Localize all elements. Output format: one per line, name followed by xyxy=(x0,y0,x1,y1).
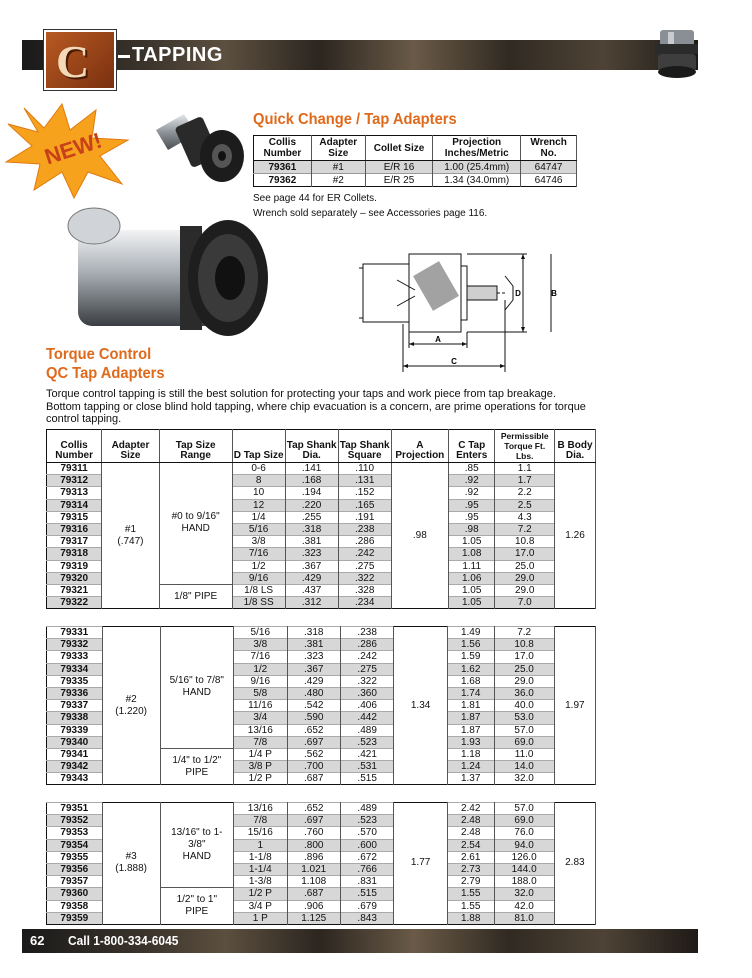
tap-enters-c: 1.56 xyxy=(447,639,494,651)
tap-shank-dia: .194 xyxy=(285,487,338,499)
tap-size: 3/8 P xyxy=(234,761,287,773)
header-collis: Collis Number xyxy=(47,430,102,463)
permissible-torque: 17.0 xyxy=(495,548,555,560)
tap-shank-square: .406 xyxy=(340,700,393,712)
tap-shank-square: .442 xyxy=(340,712,393,724)
collis-number: 79342 xyxy=(47,761,103,773)
tap-size: 5/16 xyxy=(234,627,287,639)
tap-shank-dia: .800 xyxy=(287,839,340,851)
tap-shank-square: .110 xyxy=(338,463,391,475)
tap-shank-square: .523 xyxy=(340,815,393,827)
permissible-torque: 2.5 xyxy=(495,499,555,511)
tap-shank-square: .672 xyxy=(340,851,393,863)
collis-number: 79339 xyxy=(47,724,103,736)
tap-shank-square: .515 xyxy=(340,773,393,785)
table-row xyxy=(254,174,577,187)
tap-shank-dia: 1.108 xyxy=(287,876,340,888)
tap-enters-c: .98 xyxy=(449,523,495,535)
tap-enters-c: 1.74 xyxy=(447,687,494,699)
tap-size-range: 13/16" to 1-3/8" HAND xyxy=(160,803,233,888)
collis-number: 79312 xyxy=(47,475,102,487)
qc-header-collet: Collet Size xyxy=(365,136,433,161)
tap-shank-dia: 1.021 xyxy=(287,863,340,875)
permissible-torque: 2.2 xyxy=(495,487,555,499)
collis-number: 79352 xyxy=(47,815,103,827)
permissible-torque: 94.0 xyxy=(494,839,554,851)
tap-shank-dia: .367 xyxy=(287,663,340,675)
call-phone: Call 1-800-334-6045 xyxy=(68,933,179,948)
header-a: A Projection xyxy=(391,430,448,463)
tap-shank-square: .600 xyxy=(340,839,393,851)
collis-number: 79343 xyxy=(47,773,103,785)
tap-shank-dia: .168 xyxy=(285,475,338,487)
tap-shank-square: .489 xyxy=(340,803,393,815)
collis-number: 79315 xyxy=(47,511,102,523)
collis-number: 79313 xyxy=(47,487,102,499)
collis-number: 79317 xyxy=(47,536,102,548)
body-dia-b: 2.83 xyxy=(554,803,595,925)
collis-number: 79341 xyxy=(47,748,103,760)
tap-shank-dia: .323 xyxy=(287,651,340,663)
tap-shank-square: .360 xyxy=(340,687,393,699)
tap-shank-square: .523 xyxy=(340,736,393,748)
tap-enters-c: 2.42 xyxy=(447,803,494,815)
tap-size: 3/4 P xyxy=(234,900,287,912)
torque-table-adapter-1 xyxy=(46,429,596,609)
page-number: 62 xyxy=(30,933,45,948)
quick-change-table xyxy=(253,135,577,187)
adapter-size: #1 (.747) xyxy=(102,463,159,609)
tap-enters-c: .85 xyxy=(449,463,495,475)
tap-shank-dia: .896 xyxy=(287,851,340,863)
dim-label-c: C xyxy=(451,357,457,366)
collis-number: 79354 xyxy=(47,839,103,851)
header-torque: Permissible Torque Ft. Lbs. xyxy=(495,430,555,463)
collis-number: 79322 xyxy=(47,597,102,609)
collis-number: 79311 xyxy=(47,463,102,475)
dimension-diagram xyxy=(355,246,575,381)
tap-shank-dia: .590 xyxy=(287,712,340,724)
tap-shank-square: .679 xyxy=(340,900,393,912)
tap-size: 1/8 LS xyxy=(232,584,285,596)
tap-shank-dia: .760 xyxy=(287,827,340,839)
permissible-torque: 126.0 xyxy=(494,851,554,863)
tap-enters-c: 1.88 xyxy=(447,912,494,924)
permissible-torque: 10.8 xyxy=(494,639,554,651)
collis-number: 79335 xyxy=(47,675,103,687)
permissible-torque: 7.2 xyxy=(494,627,554,639)
tap-enters-c: 1.05 xyxy=(449,597,495,609)
header-adapter: Adapter Size xyxy=(102,430,159,463)
tap-shank-square: .165 xyxy=(338,499,391,511)
tap-size: 1/2 P xyxy=(234,773,287,785)
qc-header-projection: Projection Inches/Metric xyxy=(433,136,521,161)
catalog-logo xyxy=(44,30,116,90)
tap-shank-dia: .220 xyxy=(285,499,338,511)
tap-size: 7/16 xyxy=(232,548,285,560)
tap-size: 7/8 xyxy=(234,815,287,827)
tap-size: 0-6 xyxy=(232,463,285,475)
body-dia-b: 1.26 xyxy=(555,463,596,609)
permissible-torque: 25.0 xyxy=(495,560,555,572)
permissible-torque: 25.0 xyxy=(494,663,554,675)
torque-description: Torque control tapping is still the best solution for protecting your taps and work piece from tap breakage. Bottom tapping or close blind hold tapping, where chip evacuation is a concern, are prime operations for torque control tapping. xyxy=(46,388,586,425)
qc-cell: 64746 xyxy=(521,174,577,187)
header-square: Tap Shank Square xyxy=(338,430,391,463)
tap-shank-dia: .480 xyxy=(287,687,340,699)
tap-size-range: 5/16" to 7/8" HAND xyxy=(160,627,233,749)
tap-size: 1/2 P xyxy=(234,888,287,900)
collis-number: 79336 xyxy=(47,687,103,699)
torque-title-line2: QC Tap Adapters xyxy=(46,365,165,382)
tap-enters-c: 1.93 xyxy=(447,736,494,748)
tap-size: 1/8 SS xyxy=(232,597,285,609)
tap-size: 11/16 xyxy=(234,700,287,712)
header-d: D Tap Size xyxy=(232,430,285,463)
header-c: C Tap Enters xyxy=(449,430,495,463)
tap-size: 13/16 xyxy=(234,803,287,815)
tap-size: 9/16 xyxy=(232,572,285,584)
tap-shank-dia: 1.125 xyxy=(287,912,340,924)
tap-shank-dia: .652 xyxy=(287,803,340,815)
qc-header-wrench: Wrench No. xyxy=(521,136,577,161)
collis-number: 79340 xyxy=(47,736,103,748)
collis-number: 79356 xyxy=(47,863,103,875)
tap-shank-square: .515 xyxy=(340,888,393,900)
tap-size: 12 xyxy=(232,499,285,511)
table-row xyxy=(254,161,577,174)
tap-shank-dia: .697 xyxy=(287,815,340,827)
collis-number: 79331 xyxy=(47,627,103,639)
collis-number: 79321 xyxy=(47,584,102,596)
tap-shank-square: .238 xyxy=(340,627,393,639)
tap-shank-dia: .437 xyxy=(285,584,338,596)
permissible-torque: 29.0 xyxy=(495,572,555,584)
tap-shank-square: .421 xyxy=(340,748,393,760)
collis-number: 79338 xyxy=(47,712,103,724)
tap-size-range: 1/8" PIPE xyxy=(159,584,232,608)
qc-cell: 79362 xyxy=(254,174,312,187)
qc-cell: 64747 xyxy=(521,161,577,174)
permissible-torque: 17.0 xyxy=(494,651,554,663)
tap-shank-square: .570 xyxy=(340,827,393,839)
tap-shank-dia: .562 xyxy=(287,748,340,760)
tap-shank-dia: .323 xyxy=(285,548,338,560)
permissible-torque: 57.0 xyxy=(494,724,554,736)
tap-shank-dia: .381 xyxy=(287,639,340,651)
tap-enters-c: 1.55 xyxy=(447,888,494,900)
corner-product-image xyxy=(648,24,706,80)
collis-number: 79316 xyxy=(47,523,102,535)
tap-size: 3/8 xyxy=(232,536,285,548)
table-row xyxy=(47,803,596,815)
permissible-torque: 81.0 xyxy=(494,912,554,924)
tap-enters-c: 1.55 xyxy=(447,900,494,912)
qc-cell: #1 xyxy=(311,161,365,174)
tap-size: 13/16 xyxy=(234,724,287,736)
tap-shank-square: .275 xyxy=(338,560,391,572)
new-badge-label: NEW! xyxy=(41,127,105,170)
permissible-torque: 69.0 xyxy=(494,736,554,748)
tap-enters-c: 1.49 xyxy=(447,627,494,639)
collis-number: 79359 xyxy=(47,912,103,924)
tap-enters-c: 1.62 xyxy=(447,663,494,675)
dim-label-b: B xyxy=(551,289,557,298)
tap-shank-dia: .318 xyxy=(287,627,340,639)
tap-size: 1/4 xyxy=(232,511,285,523)
projection-a: 1.34 xyxy=(394,627,447,785)
tap-enters-c: 1.68 xyxy=(447,675,494,687)
tap-size: 1 xyxy=(234,839,287,851)
tap-shank-square: .531 xyxy=(340,761,393,773)
collets-note: See page 44 for ER Collets. xyxy=(253,193,377,204)
wrench-note: Wrench sold separately – see Accessories page 116. xyxy=(253,208,488,219)
permissible-torque: 76.0 xyxy=(494,827,554,839)
qc-cell: E/R 25 xyxy=(365,174,433,187)
tap-enters-c: 1.11 xyxy=(449,560,495,572)
tap-shank-square: .242 xyxy=(340,651,393,663)
header-b: B Body Dia. xyxy=(555,430,596,463)
permissible-torque: 69.0 xyxy=(494,815,554,827)
permissible-torque: 10.8 xyxy=(495,536,555,548)
tap-enters-c: 1.37 xyxy=(447,773,494,785)
permissible-torque: 188.0 xyxy=(494,876,554,888)
qc-header-collis: Collis Number xyxy=(254,136,312,161)
torque-table-adapter-2 xyxy=(46,626,596,785)
tap-enters-c: 2.54 xyxy=(447,839,494,851)
header-shank: Tap Shank Dia. xyxy=(285,430,338,463)
permissible-torque: 36.0 xyxy=(494,687,554,699)
tap-size: 10 xyxy=(232,487,285,499)
tap-shank-dia: .542 xyxy=(287,700,340,712)
collis-number: 79357 xyxy=(47,876,103,888)
tap-enters-c: .92 xyxy=(449,475,495,487)
tap-enters-c: 1.24 xyxy=(447,761,494,773)
tap-shank-square: .191 xyxy=(338,511,391,523)
collis-number: 79337 xyxy=(47,700,103,712)
tap-shank-square: .328 xyxy=(338,584,391,596)
qc-cell: 1.34 (34.0mm) xyxy=(433,174,521,187)
torque-title-line1: Torque Control xyxy=(46,346,152,363)
collis-number: 79334 xyxy=(47,663,103,675)
tap-shank-square: .234 xyxy=(338,597,391,609)
permissible-torque: 144.0 xyxy=(494,863,554,875)
tap-shank-dia: .697 xyxy=(287,736,340,748)
tap-size: 1/4 P xyxy=(234,748,287,760)
qc-cell: E/R 16 xyxy=(365,161,433,174)
tap-size-range: 1/2" to 1" PIPE xyxy=(160,888,233,925)
tap-shank-dia: .318 xyxy=(285,523,338,535)
tap-size: 3/8 xyxy=(234,639,287,651)
tap-shank-square: .242 xyxy=(338,548,391,560)
tap-size-range: #0 to 9/16" HAND xyxy=(159,463,232,585)
permissible-torque: 42.0 xyxy=(494,900,554,912)
tap-size: 1-1/4 xyxy=(234,863,287,875)
tap-shank-dia: .381 xyxy=(285,536,338,548)
tap-enters-c: 1.08 xyxy=(449,548,495,560)
tap-enters-c: 2.48 xyxy=(447,827,494,839)
tap-shank-square: .843 xyxy=(340,912,393,924)
tap-enters-c: 1.05 xyxy=(449,584,495,596)
permissible-torque: 57.0 xyxy=(494,803,554,815)
tap-size: 1/2 xyxy=(232,560,285,572)
tap-size: 15/16 xyxy=(234,827,287,839)
tap-enters-c: 2.73 xyxy=(447,863,494,875)
permissible-torque: 53.0 xyxy=(494,712,554,724)
torque-table-adapter-3 xyxy=(46,802,596,925)
adapter-size: #3 (1.888) xyxy=(102,803,160,925)
permissible-torque: 14.0 xyxy=(494,761,554,773)
quick-change-adapter-image xyxy=(138,100,250,192)
table-row xyxy=(47,627,596,639)
tap-shank-square: .831 xyxy=(340,876,393,888)
tap-size: 8 xyxy=(232,475,285,487)
tap-enters-c: 1.05 xyxy=(449,536,495,548)
tap-shank-dia: .652 xyxy=(287,724,340,736)
tap-enters-c: 1.59 xyxy=(447,651,494,663)
tap-size: 1/2 xyxy=(234,663,287,675)
title-dash xyxy=(118,55,130,58)
tap-shank-dia: .906 xyxy=(287,900,340,912)
collis-number: 79353 xyxy=(47,827,103,839)
permissible-torque: 29.0 xyxy=(495,584,555,596)
tap-shank-square: .131 xyxy=(338,475,391,487)
tap-shank-square: .322 xyxy=(338,572,391,584)
collis-number: 79333 xyxy=(47,651,103,663)
tap-enters-c: 1.87 xyxy=(447,724,494,736)
collis-number: 79351 xyxy=(47,803,103,815)
tap-shank-dia: .367 xyxy=(285,560,338,572)
tap-shank-square: .489 xyxy=(340,724,393,736)
tap-enters-c: 2.79 xyxy=(447,876,494,888)
table-row xyxy=(47,463,596,475)
tap-size: 7/16 xyxy=(234,651,287,663)
tap-shank-square: .275 xyxy=(340,663,393,675)
permissible-torque: 7.2 xyxy=(495,523,555,535)
permissible-torque: 11.0 xyxy=(494,748,554,760)
tap-shank-dia: .255 xyxy=(285,511,338,523)
tap-size: 3/4 xyxy=(234,712,287,724)
dim-label-d: D xyxy=(515,289,521,298)
tap-enters-c: 1.81 xyxy=(447,700,494,712)
permissible-torque: 40.0 xyxy=(494,700,554,712)
tap-shank-square: .286 xyxy=(338,536,391,548)
tap-shank-square: .238 xyxy=(338,523,391,535)
tap-enters-c: 2.48 xyxy=(447,815,494,827)
tap-size: 7/8 xyxy=(234,736,287,748)
permissible-torque: 32.0 xyxy=(494,773,554,785)
tap-size: 1-3/8 xyxy=(234,876,287,888)
tap-size: 5/16 xyxy=(232,523,285,535)
tap-enters-c: 2.61 xyxy=(447,851,494,863)
collis-number: 79318 xyxy=(47,548,102,560)
collis-number: 79320 xyxy=(47,572,102,584)
tap-shank-square: .286 xyxy=(340,639,393,651)
tap-shank-square: .152 xyxy=(338,487,391,499)
permissible-torque: 1.7 xyxy=(495,475,555,487)
qc-cell: 1.00 (25.4mm) xyxy=(433,161,521,174)
permissible-torque: 4.3 xyxy=(495,511,555,523)
quick-change-title: Quick Change / Tap Adapters xyxy=(253,111,457,128)
qc-cell: 79361 xyxy=(254,161,312,174)
tap-size: 5/8 xyxy=(234,687,287,699)
collis-number: 79314 xyxy=(47,499,102,511)
tap-shank-square: .766 xyxy=(340,863,393,875)
tap-size: 1 P xyxy=(234,912,287,924)
tap-enters-c: .95 xyxy=(449,511,495,523)
dim-label-a: A xyxy=(435,335,441,344)
collis-number: 79355 xyxy=(47,851,103,863)
tap-shank-dia: .141 xyxy=(285,463,338,475)
projection-a: .98 xyxy=(391,463,448,609)
projection-a: 1.77 xyxy=(394,803,447,925)
collis-number: 79332 xyxy=(47,639,103,651)
permissible-torque: 29.0 xyxy=(494,675,554,687)
tap-shank-dia: .429 xyxy=(285,572,338,584)
collis-number: 79358 xyxy=(47,900,103,912)
tap-shank-dia: .687 xyxy=(287,773,340,785)
collis-number: 79319 xyxy=(47,560,102,572)
tap-shank-dia: .312 xyxy=(285,597,338,609)
logo-letter: C xyxy=(56,36,90,87)
section-title: TAPPING xyxy=(132,44,223,66)
tap-enters-c: .95 xyxy=(449,499,495,511)
tap-shank-square: .322 xyxy=(340,675,393,687)
tap-size: 1-1/8 xyxy=(234,851,287,863)
tap-shank-dia: .687 xyxy=(287,888,340,900)
tap-size: 9/16 xyxy=(234,675,287,687)
tap-size-range: 1/4" to 1/2" PIPE xyxy=(160,748,233,785)
header-range: Tap Size Range xyxy=(159,430,232,463)
tap-enters-c: .92 xyxy=(449,487,495,499)
torque-control-adapter-image xyxy=(58,190,270,348)
permissible-torque: 32.0 xyxy=(494,888,554,900)
collis-number: 79360 xyxy=(47,888,103,900)
tap-shank-dia: .700 xyxy=(287,761,340,773)
qc-header-adapter: Adapter Size xyxy=(311,136,365,161)
qc-cell: #2 xyxy=(311,174,365,187)
adapter-size: #2 (1.220) xyxy=(102,627,160,785)
permissible-torque: 7.0 xyxy=(495,597,555,609)
tap-enters-c: 1.87 xyxy=(447,712,494,724)
permissible-torque: 1.1 xyxy=(495,463,555,475)
tap-enters-c: 1.06 xyxy=(449,572,495,584)
tap-shank-dia: .429 xyxy=(287,675,340,687)
body-dia-b: 1.97 xyxy=(554,627,595,785)
tap-enters-c: 1.18 xyxy=(447,748,494,760)
